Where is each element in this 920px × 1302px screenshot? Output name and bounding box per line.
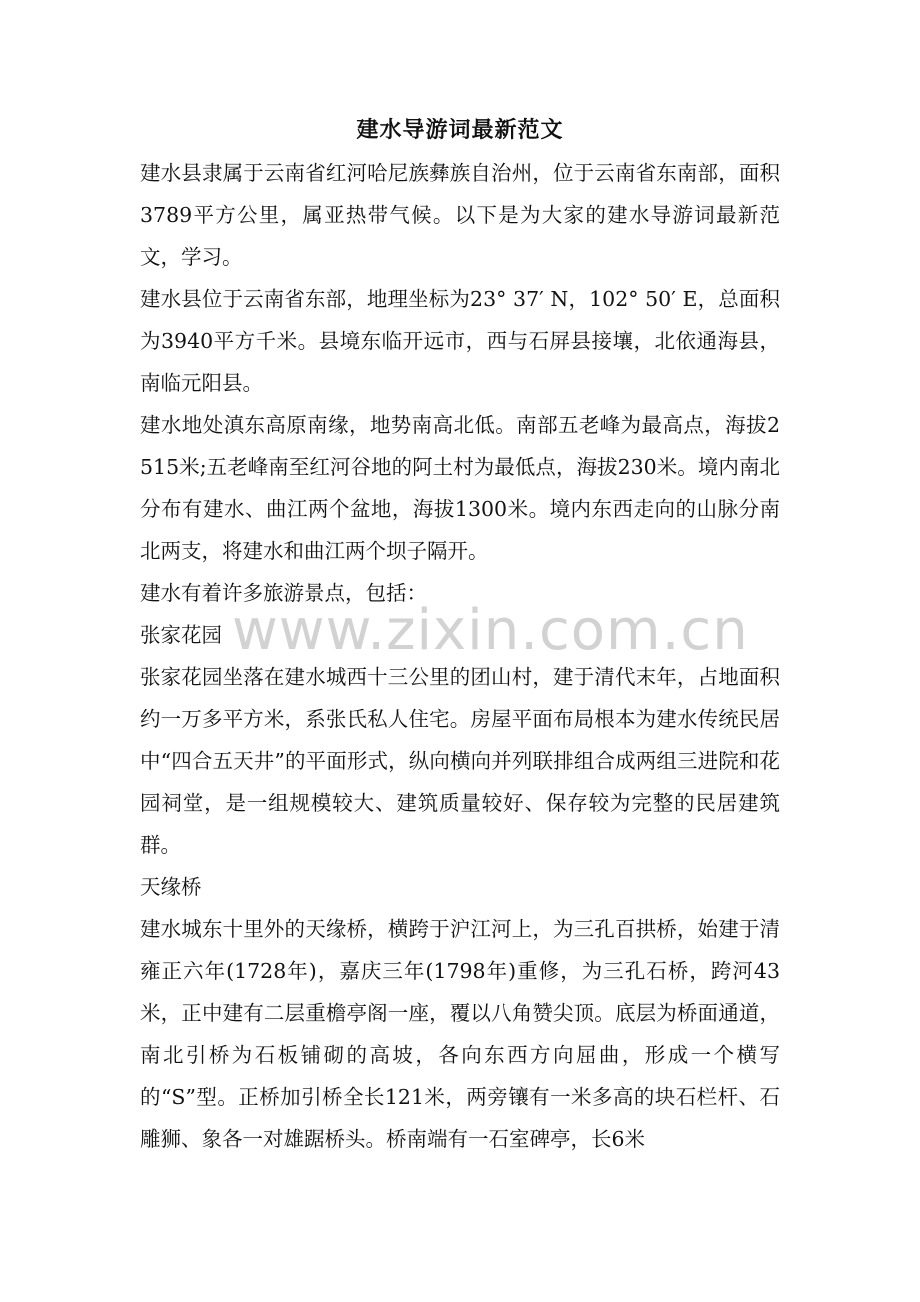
paragraph-terrain: 建水地处滇东高原南缘，地势南高北低。南部五老峰为最高点，海拔2515米;五老峰南至红河谷地的阿土村为最低点，海拔230米。境内南北分布有建水、曲江两个盆地，海拔1300米。境内东西走向的山脉分南北两支，将建水和曲江两个坝子隔开。 [140, 413, 780, 563]
document-title: 建水导游词最新范文 [356, 117, 564, 143]
document-body [140, 108, 780, 1160]
paragraph-tianyuan-bridge: 建水城东十里外的天缘桥，横跨于沪江河上，为三孔百拱桥，始建于清雍正六年(1728年)，嘉庆三年(1798年)重修，为三孔石桥，跨河43米，正中建有二层重檐亭阁一座，覆以八角赞尖顶。底层为桥面通道，南北引桥为石板铺砌的高坡，各向东西方向屈曲，形成一个横写的“S”型。正桥加引桥全长121米，两旁镶有一米多高的块石栏杆、石雕狮、象各一对雄踞桥头。桥南端有一石室碑亭，长6米 [140, 917, 780, 1151]
paragraph-zhang-garden: 张家花园坐落在建水城西十三公里的团山村，建于清代末年，占地面积约一万多平方米，系张氏私人住宅。房屋平面布局根本为建水传统民居中“四合五天井”的平面形式，纵向横向并列联排组合成两组三进院和花园祠堂，是一组规模较大、建筑质量较好、保存较为完整的民居建筑群。 [140, 665, 780, 857]
heading-tianyuan-bridge: 天缘桥 [140, 875, 202, 899]
paragraph-intro: 建水县隶属于云南省红河哈尼族彝族自治州，位于云南省东南部，面积3789平方公里，属亚热带气候。以下是为大家的建水导游词最新范文，学习。 [140, 161, 780, 269]
paragraph-location: 建水县位于云南省东部，地理坐标为23° 37′ N，102° 50′ E，总面积为3940平方千米。县境东临开远市，西与石屏县接壤，北依通海县，南临元阳县。 [140, 287, 780, 395]
paragraph-attractions-intro: 建水有着许多旅游景点，包括： [140, 581, 427, 605]
heading-zhang-garden: 张家花园 [140, 623, 222, 647]
watermark: www.zixin.com.cn [232, 598, 749, 663]
